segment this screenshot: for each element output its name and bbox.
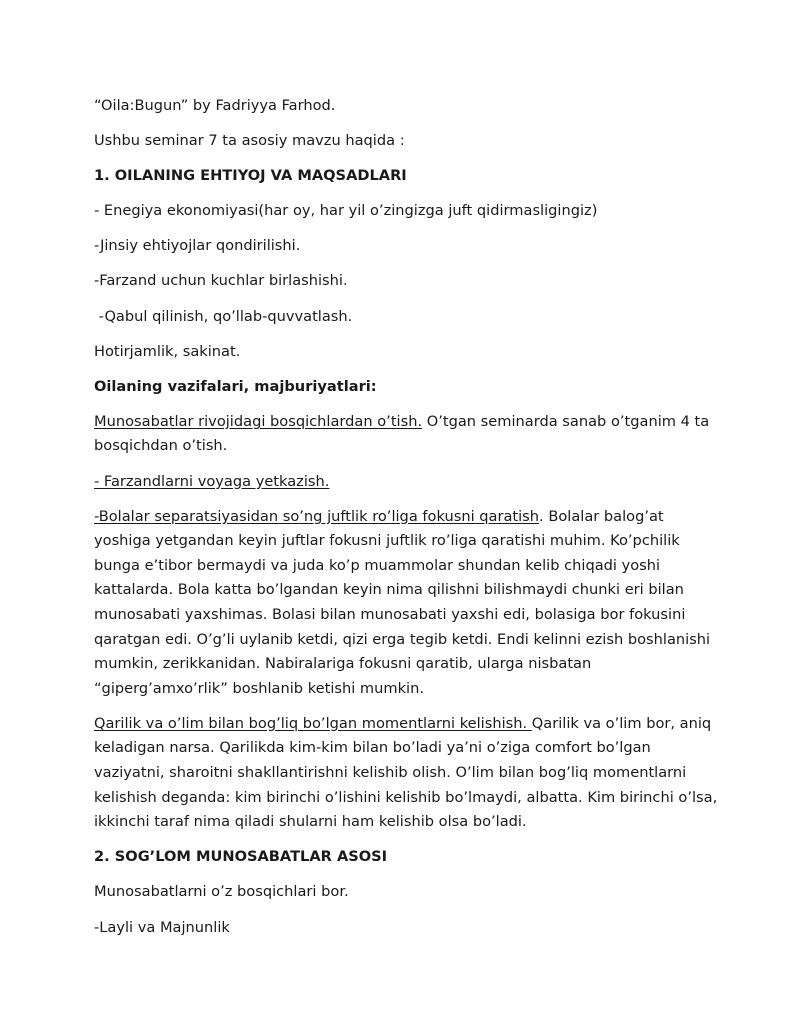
list-item: -Farzand uchun kuchlar birlashishi. [94, 272, 348, 290]
document-title-line: “Oila:Bugun” by Fadriyya Farhod. [94, 97, 336, 114]
underlined-lead: - Farzandlarni voyaga yetkazish. [94, 472, 330, 490]
document-intro: Ushbu seminar 7 ta asosiy mavzu haqida : [94, 132, 405, 150]
paragraph-stages [94, 410, 724, 459]
underlined-lead: -Bolalar separatsiyasidan so’ng juftlik ro’liga fokusni qaratish [94, 507, 540, 525]
paragraph-children [94, 470, 724, 495]
paragraph-text: . Bolalar balog’at yoshiga yetgandan keyin juftlar fokusni juftlik ro’liga qaratishi muhim. Ko’pchilik bunga e’tibor bermaydi va juda ko’p muammolar shundan kelib chiqadi yoshi kattalarda. Bola katta bo’lgandan keyin nima qilishni bilishmaydi chunki eri bilan munosabati yaxshimas. Bolasi bilan munosabati yaxshi edi, bolasiga bor fokusini qaratgan edi. O’g’li uylanib ketdi, qizi erga tegib ketdi. Endi kelinni ezish boshlanishi mumkin, zerikkanidan. Nabiralariga fokusni qaratib, ularga nisbatan “giperg’amxo’rlik” boshlanib ketishi mumkin. [94, 507, 711, 697]
subheading-duties: Oilaning vazifalari, majburiyatlari: [94, 377, 377, 395]
underlined-lead: Qarilik va o’lim bilan bog’liq bo’lgan momentlarni kelishish. [94, 714, 532, 732]
list-item: Hotirjamlik, sakinat. [94, 342, 241, 360]
list-item: - Enegiya ekonomiyasi(har oy, har yil o’zingizga juft qidirmasligingiz) [94, 202, 598, 220]
section-heading-2: 2. SOG’LOM MUNOSABATLAR ASOSI [94, 848, 388, 866]
section2-line: -Layli va Majnunlik [94, 918, 230, 936]
section-heading-1: 1. OILANING EHTIYOJ VA MAQSADLARI [94, 167, 407, 185]
paragraph-old-age [94, 712, 724, 835]
paragraph-separation [94, 505, 724, 702]
list-item: -Jinsiy ehtiyojlar qondirilishi. [94, 237, 301, 255]
paragraph-text: Qarilik va o’lim bor, aniq keladigan narsa. Qarilikda kim-kim bilan bo’ladi ya’ni o’ziga comfort bo’lgan vaziyatni, sharoitni shakllantirishni kelishib olish. O’lim bilan bog’liq momentlarni kelishish deganda: kim birinchi o’lishini kelishib bo’lmaydi, albatta. Kim birinchi o’lsa, ikkinchi taraf nima qiladi shularni ham kelishib olsa bo’ladi. [94, 714, 718, 831]
document-page [94, 94, 724, 951]
paragraph-text: O’tgan seminarda sanab o’tganim 4 ta bosqichdan o’tish. [94, 412, 710, 455]
section2-line: Munosabatlarni o’z bosqichlari bor. [94, 883, 349, 901]
list-item: -Qabul qilinish, qo’llab-quvvatlash. [94, 307, 353, 325]
underlined-lead: Munosabatlar rivojidagi bosqichlardan o’tish. [94, 412, 423, 430]
